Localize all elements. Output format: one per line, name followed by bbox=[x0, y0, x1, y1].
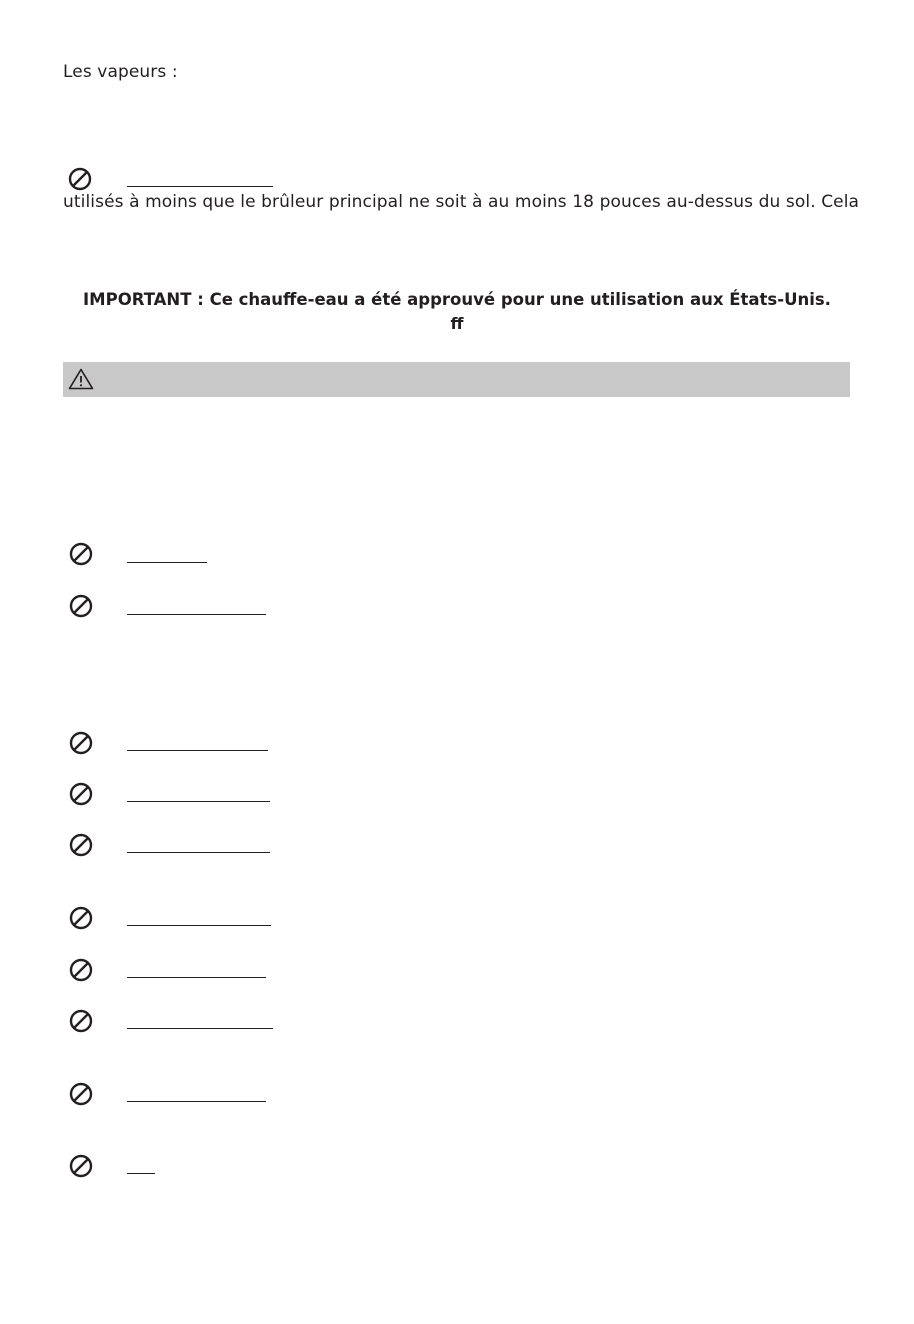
prohibition-icon bbox=[68, 593, 94, 619]
prohibition-icon bbox=[68, 1153, 94, 1179]
prohibition-icon bbox=[68, 541, 94, 567]
underline-placeholder bbox=[127, 614, 266, 615]
prohibition-icon bbox=[68, 832, 94, 858]
underline-placeholder bbox=[127, 750, 268, 751]
text-utilises: utilisés à moins que le brûleur principal ne soit à au moins 18 pouces au-dessus du sol. Cela bbox=[63, 192, 860, 212]
underline-placeholder bbox=[127, 801, 270, 802]
underline-placeholder bbox=[127, 852, 270, 853]
prohibition-icon bbox=[68, 957, 94, 983]
underline-placeholder bbox=[127, 977, 266, 978]
underline-placeholder bbox=[127, 1173, 155, 1174]
prohibition-icon bbox=[68, 1008, 94, 1034]
prohibition-icon bbox=[68, 730, 94, 756]
text-ff: ff bbox=[450, 314, 464, 333]
warning-banner bbox=[63, 362, 850, 397]
underline-placeholder bbox=[127, 1028, 273, 1029]
underline-placeholder bbox=[127, 1101, 266, 1102]
prohibition-icon bbox=[68, 781, 94, 807]
prohibition-icon bbox=[68, 1081, 94, 1107]
important-notice: IMPORTANT : Ce chauffe-eau a été approuvé pour une utilisation aux États-Unis. bbox=[83, 290, 831, 309]
underline-placeholder bbox=[127, 186, 273, 187]
prohibition-icon bbox=[68, 905, 94, 931]
underline-placeholder bbox=[127, 562, 207, 563]
warning-triangle-icon bbox=[68, 368, 94, 390]
prohibition-icon bbox=[67, 166, 93, 192]
text-vapeurs: Les vapeurs : bbox=[63, 62, 178, 82]
underline-placeholder bbox=[127, 925, 271, 926]
